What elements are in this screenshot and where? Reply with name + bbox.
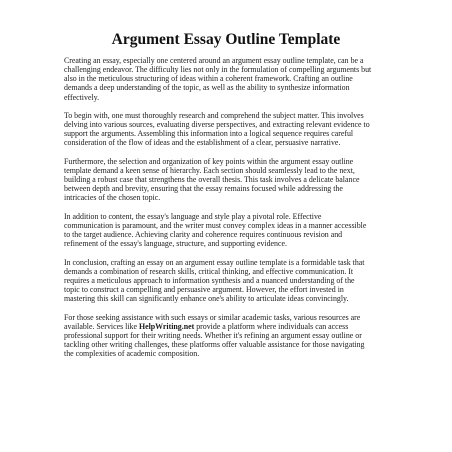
paragraph-conclusion bbox=[64, 258, 394, 304]
text-fragment: available. Services like bbox=[64, 321, 139, 331]
text-line: topic to construct a compelling and persuasive argument. However, the effort invested in bbox=[64, 285, 344, 295]
text-line: challenging endeavor. The difficulty lies not only in the formulation of compelling arguments but bbox=[64, 65, 372, 75]
text-line: building a robust case that strengthens the overall thesis. This task involves a delicate balance bbox=[64, 175, 360, 185]
paragraph-language bbox=[64, 212, 394, 249]
text-line: consideration of the flow of ideas and the establishment of a clear, persuasive narrative. bbox=[64, 138, 341, 148]
document-body bbox=[64, 56, 394, 368]
text-line: refinement of the essay's language, structure, and supporting evidence. bbox=[64, 239, 287, 249]
document-title: Argument Essay Outline Template bbox=[111, 31, 341, 48]
text-line: support the arguments. Assembling this information into a logical sequence requires careful bbox=[64, 129, 354, 139]
text-line: template demand a keen sense of hierarchy. Each section should seamlessly lead to the next, bbox=[64, 165, 355, 175]
text-line: communication is paramount, and the writer must convey complex ideas in a manner accessible bbox=[64, 220, 367, 230]
text-line: tackling other writing challenges, these platforms offer valuable assistance for those navigating bbox=[64, 340, 365, 349]
paragraph-intro bbox=[64, 56, 394, 102]
text-line: Creating an essay, especially one centered around an argument essay outline template, can be a bbox=[64, 56, 364, 65]
text-line: To begin with, one must thoroughly research and comprehend the subject matter. This involves bbox=[64, 110, 364, 120]
text-line: to the target audience. Achieving clarity and coherence requires continuous revision and bbox=[64, 230, 343, 240]
text-line: In addition to content, the essay's language and style play a pivotal role. Effective bbox=[64, 211, 322, 221]
text-line: professional support for their writing needs. Whether it's refining an argument essay outline or bbox=[64, 330, 362, 340]
text-line: the complexities of academic composition. bbox=[64, 349, 200, 359]
text-line: requires a meticulous approach to information synthesis and a nuanced understanding of the bbox=[64, 275, 355, 285]
text-line: demands a deep understanding of the topic, as well as the ability to synthesize information bbox=[64, 83, 350, 93]
text-line: mastering this skill can significantly enhance one's ability to articulate ideas convincingly. bbox=[64, 294, 349, 304]
paragraph-research bbox=[64, 111, 394, 148]
text-line: also in the meticulous structuring of ideas within a coherent framework. Crafting an outline bbox=[64, 74, 353, 84]
helpwriting-link[interactable]: HelpWriting.net bbox=[138, 321, 195, 331]
text-line: effectively. bbox=[64, 92, 100, 102]
paragraph-organization bbox=[64, 157, 394, 203]
text-line: demands a combination of research skills, critical thinking, and effective communication. It bbox=[64, 266, 354, 276]
text-line: intricacies of the chosen topic. bbox=[64, 193, 161, 203]
text-line: delving into various sources, evaluating diverse perspectives, and extracting relevant evidence to bbox=[64, 120, 370, 130]
text-fragment: provide a platform where individuals can access bbox=[194, 321, 349, 331]
paragraph-assistance bbox=[64, 313, 394, 359]
text-line: In conclusion, crafting an essay on an argument essay outline template is a formidable task that bbox=[64, 257, 365, 267]
text-line: Furthermore, the selection and organization of key points within the argument essay outline bbox=[64, 156, 354, 166]
text-line bbox=[64, 322, 394, 331]
text-line: between depth and brevity, ensuring that the essay remains focused while addressing the bbox=[64, 184, 343, 194]
text-line: For those seeking assistance with such essays or similar academic tasks, various resources are bbox=[64, 312, 361, 322]
